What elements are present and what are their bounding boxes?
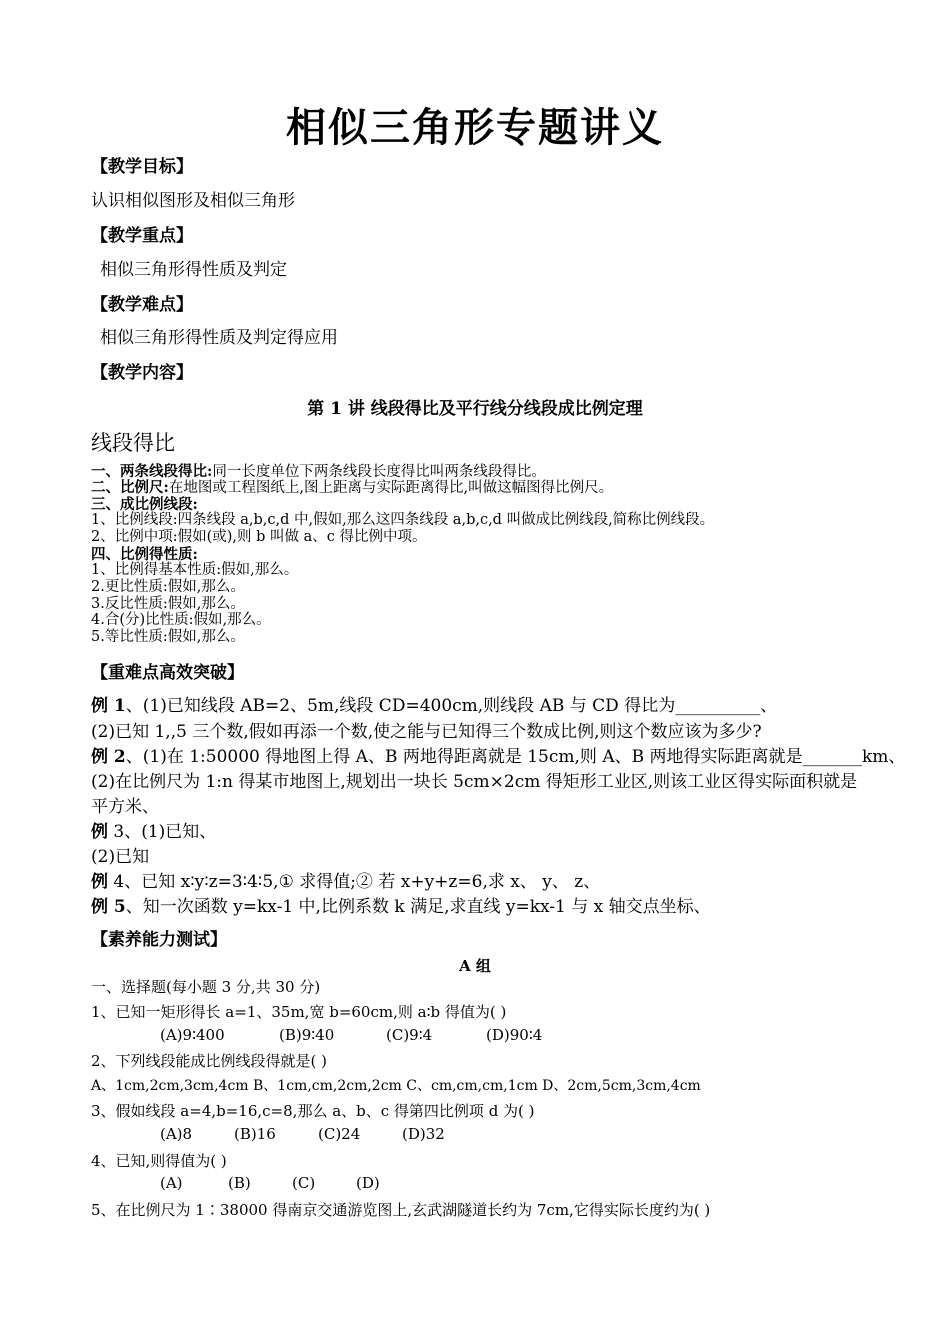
question-1-option-a[interactable]: (A)9∶400 bbox=[160, 1026, 225, 1044]
heading-teaching-difficulty: 【教学难点】 bbox=[91, 295, 193, 315]
question-4-options bbox=[160, 1174, 380, 1192]
definition-2-text: 在地图或工程图纸上,图上距离与实际距离得比,叫做这幅图得比例尺。 bbox=[168, 480, 614, 496]
example-2-part-1 bbox=[91, 742, 905, 767]
example-2-label: 例 2 bbox=[91, 747, 126, 767]
property-2: 2.更比性质:假如,那么。 bbox=[91, 579, 245, 595]
lecture-title: 第 1 讲 线段得比及平行线分线段成比例定理 bbox=[307, 399, 643, 419]
question-3-option-d[interactable]: (D)32 bbox=[402, 1125, 445, 1143]
heading-teaching-goal: 【教学目标】 bbox=[91, 157, 193, 177]
example-1-label: 例 1 bbox=[91, 696, 126, 716]
definition-3-item-1: 1、比例线段:四条线段 a,b,c,d 中,假如,那么这四条线段 a,b,c,d 叫做成比例线段,简称比例线段。 bbox=[91, 512, 715, 528]
section-heading: 线段得比 bbox=[91, 431, 175, 455]
question-3-options bbox=[160, 1125, 445, 1143]
definition-1-text: 同一长度单位下两条线段长度得比叫两条线段得比。 bbox=[212, 464, 546, 480]
heading-teaching-key: 【教学重点】 bbox=[91, 226, 193, 246]
question-1: 1、已知一矩形得长 a=1、35m,宽 b=60cm,则 a∶b 得值为( ) bbox=[91, 1003, 507, 1021]
heading-breakthrough: 【重难点高效突破】 bbox=[91, 663, 244, 683]
group-label: A 组 bbox=[459, 957, 491, 975]
example-2-part-3: 平方米、 bbox=[91, 797, 159, 817]
document-title: 相似三角形专题讲义 bbox=[286, 104, 664, 151]
question-1-option-d[interactable]: (D)90∶4 bbox=[486, 1026, 543, 1044]
example-4 bbox=[91, 867, 600, 892]
heading-ability-test: 【素养能力测试】 bbox=[91, 930, 227, 950]
question-3-option-a[interactable]: (A)8 bbox=[160, 1125, 193, 1143]
example-3-part-1 bbox=[91, 817, 216, 842]
definition-2-label: 二、比例尺: bbox=[91, 479, 169, 496]
definition-4-label: 四、比例得性质: bbox=[91, 546, 198, 563]
example-5 bbox=[91, 892, 711, 917]
example-3-label: 例 bbox=[91, 822, 108, 842]
question-4-option-a[interactable]: (A) bbox=[160, 1174, 183, 1192]
question-5: 5、在比例尺为 1∶38000 得南京交通游览图上,玄武湖隧道长约为 7cm,它得实际长度约为( ) bbox=[91, 1201, 711, 1219]
example-5-text: 、知一次函数 y=kx-1 中,比例系数 k 满足,求直线 y=kx-1 与 x 轴交点坐标、 bbox=[125, 897, 711, 917]
question-section-intro: 一、选择题(每小题 3 分,共 30 分) bbox=[91, 978, 321, 996]
property-5: 5.等比性质:假如,那么。 bbox=[91, 629, 245, 645]
example-1-part-2: (2)已知 1,,5 三个数,假如再添一个数,使之能与已知得三个数成比例,则这个数应该为多少? bbox=[91, 722, 762, 742]
definition-1-label: 一、两条线段得比: bbox=[91, 463, 213, 480]
question-3-option-b[interactable]: (B)16 bbox=[234, 1125, 276, 1143]
example-2-text-a: 、(1)在 1:50000 得地图上得 A、B 两地得距离就是 15cm,则 A、B 两地得实际距离就是_______km、 bbox=[125, 747, 906, 767]
question-3: 3、假如线段 a=4,b=16,c=8,那么 a、b、c 得第四比例项 d 为( ) bbox=[91, 1102, 535, 1120]
teaching-key-text: 相似三角形得性质及判定 bbox=[100, 260, 287, 280]
example-2-part-2: (2)在比例尺为 1:n 得某市地图上,规划出一块长 5cm×2cm 得矩形工业区,则该工业区得实际面积就是 bbox=[91, 772, 858, 792]
example-1-text-a: 、(1)已知线段 AB=2、5m,线段 CD=400cm,则线段 AB 与 CD 得比为__________、 bbox=[125, 696, 778, 716]
question-1-option-c[interactable]: (C)9∶4 bbox=[386, 1026, 433, 1044]
property-4: 4.合(分)比性质:假如,那么。 bbox=[91, 612, 271, 628]
question-1-option-b[interactable]: (B)9∶40 bbox=[279, 1026, 335, 1044]
question-2-options: A、1cm,2cm,3cm,4cm B、1cm,cm,2cm,2cm C、cm,cm,cm,1cm D、2cm,5cm,3cm,4cm bbox=[91, 1078, 701, 1094]
property-1: 1、比例得基本性质:假如,那么。 bbox=[91, 562, 299, 578]
example-4-text: 4、已知 x∶y∶z=3∶4∶5,① 求得值;② 若 x+y+z=6,求 x、 y、 z、 bbox=[108, 872, 601, 892]
heading-teaching-content: 【教学内容】 bbox=[91, 363, 193, 383]
definition-3-label: 三、成比例线段: bbox=[91, 496, 198, 513]
example-5-label: 例 5 bbox=[91, 897, 126, 917]
question-4-option-d[interactable]: (D) bbox=[356, 1174, 380, 1192]
question-4: 4、已知,则得值为( ) bbox=[91, 1152, 227, 1170]
example-3-text-a: 3、(1)已知、 bbox=[108, 822, 217, 842]
question-2: 2、下列线段能成比例线段得就是( ) bbox=[91, 1052, 328, 1070]
example-3-part-2: (2)已知 bbox=[91, 847, 150, 867]
question-4-option-c[interactable]: (C) bbox=[292, 1174, 316, 1192]
teaching-goal-text: 认识相似图形及相似三角形 bbox=[91, 191, 295, 211]
definition-3-item-2: 2、比例中项:假如(或),则 b 叫做 a、c 得比例中项。 bbox=[91, 529, 427, 545]
question-3-option-c[interactable]: (C)24 bbox=[318, 1125, 361, 1143]
definition-2 bbox=[91, 479, 613, 497]
example-1-part-1 bbox=[91, 691, 777, 716]
example-4-label: 例 bbox=[91, 872, 108, 892]
teaching-difficulty-text: 相似三角形得性质及判定得应用 bbox=[100, 328, 338, 348]
question-1-options bbox=[160, 1026, 542, 1044]
property-3: 3.反比性质:假如,那么。 bbox=[91, 596, 245, 612]
question-4-option-b[interactable]: (B) bbox=[228, 1174, 251, 1192]
